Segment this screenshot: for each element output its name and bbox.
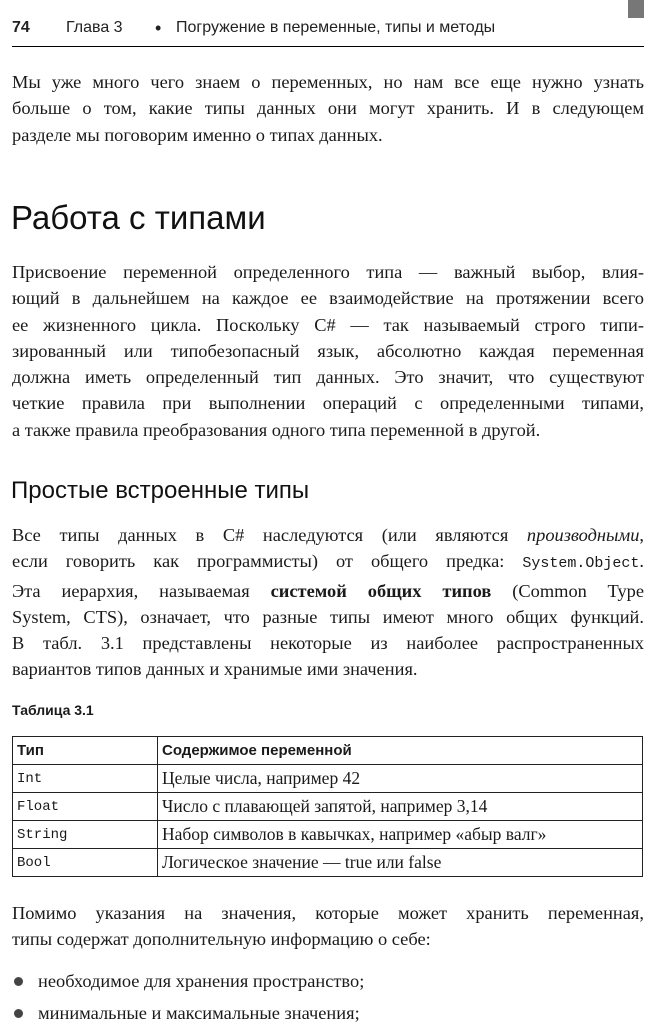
bullet-icon [14,1009,23,1018]
table-row [13,849,643,877]
page-number: 74 [12,19,30,36]
type-cell: Float [13,793,158,821]
table-header-row [13,737,643,765]
content-cell: Логическое значение — true или false [158,849,643,877]
text-line: вариантов типов данных и хранимые ими значения. [12,659,418,680]
text-line [12,522,644,548]
text-line: ющий в дальнейшем на каждое ее взаимодействие на протяжении всего [12,288,644,309]
text-line [12,548,644,577]
list-item [12,997,364,1029]
strong-cts: системой общих типов [270,580,492,601]
section-heading-types: Работа с типами [11,199,266,236]
list-item-text: необходимое для хранения пространство; [38,971,365,991]
table-row [13,821,643,849]
table-caption: Таблица 3.1 [12,702,94,718]
text-line: разделе мы поговорим именно о типах данных. [12,124,383,145]
type-cell: String [13,821,158,849]
column-header-content: Содержимое переменной [158,737,643,765]
emphasis-derived: производными [526,525,640,545]
text-run: , [639,525,644,545]
text-line: В табл. 3.1 представлены некоторые из наиболее распространенных [12,633,644,654]
content-cell: Число с плавающей запятой, например 3,14 [158,793,643,821]
text-line: больше о том, какие типы данных они могут хранить. И в следующем [12,98,644,119]
text-line: зированный или типобезопасный язык, абсолютно каждая переменная [12,340,644,361]
text-run: если говорить как программисты) от общего предка: [12,551,523,572]
list-item [12,965,364,997]
text-line: Мы уже много чего знаем о переменных, но нам все еще нужно узнать [12,72,644,92]
subsection-heading-builtin-types: Простые встроенные типы [11,477,310,504]
text-run: . [639,551,644,572]
text-run: Все типы данных в C# наследуются (или являются [12,525,527,545]
types-paragraph [12,259,644,443]
text-line: ее жизненного цикла. Поскольку C# — так называемый строго типи- [12,314,644,335]
table-row [13,765,643,793]
text-line: System, CTS), означает, что разные типы имеют много общих функций. [12,606,644,627]
text-run: (Common Type [491,580,644,601]
type-cell: Bool [13,849,158,877]
type-cell: Int [13,765,158,793]
after-table-paragraph [12,900,644,953]
text-line: Присвоение переменной определенного типа — важный выбор, влия- [12,262,644,282]
text-run: Эта иерархия, называемая [12,580,271,601]
text-line: Помимо указания на значения, которые может хранить переменная, [12,903,644,923]
builtin-types-paragraph [12,522,644,683]
header-separator: • [155,18,162,38]
content-cell: Целые числа, например 42 [158,765,643,793]
chapter-title: Погружение в переменные, типы и методы [176,19,496,36]
table-row [13,793,643,821]
bullet-icon [14,977,23,986]
content-cell: Набор символов в кавычках, например «абыр валг» [158,821,643,849]
bullet-list [12,965,364,1029]
list-item-text: минимальные и максимальные значения; [38,1003,360,1023]
types-table [12,736,643,877]
text-line [12,578,644,604]
text-line: должна иметь определенный тип данных. Это значит, что существуют [12,367,644,388]
intro-paragraph [12,69,644,148]
column-header-type: Тип [13,737,158,765]
text-line: а также правила преобразования одного типа переменной в другой. [12,419,541,440]
chapter-label: Глава 3 [66,19,123,36]
page-header [12,10,644,47]
page-tab-marker [628,0,644,18]
code-system-object: System.Object [522,555,640,573]
text-line: четкие правила при выполнении операций с определенными типами, [12,393,644,414]
text-line: типы содержат дополнительную информацию о себе: [12,929,431,950]
